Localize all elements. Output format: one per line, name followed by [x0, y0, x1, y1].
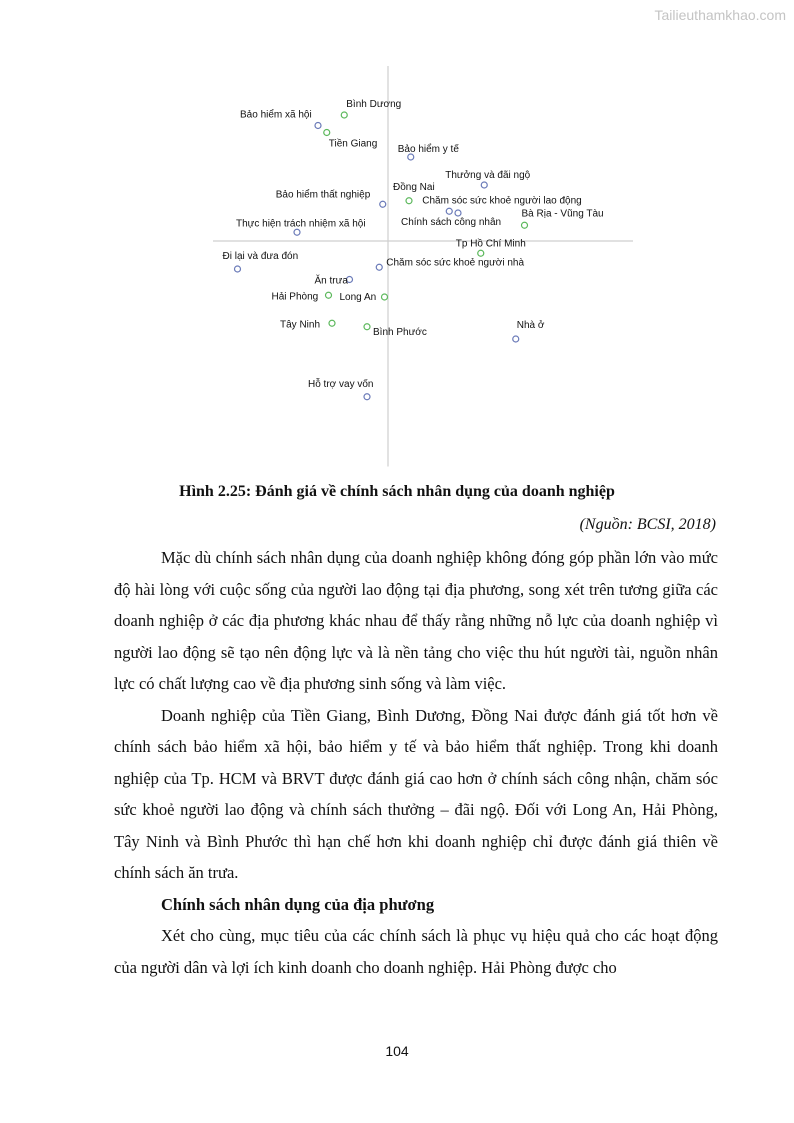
point-label: Thực hiện trách nhiệm xã hội — [236, 218, 366, 230]
point-label: Chính sách công nhân — [401, 217, 502, 228]
scatter-point — [478, 250, 484, 256]
paragraph: Xét cho cùng, mục tiêu của các chính sách là phục vụ hiệu quả cho các hoạt động của người dân và lợi ích kinh doanh cho doanh nghiệp. Hải Phòng được cho — [114, 926, 718, 977]
point-label: Tp Hồ Chí Minh — [455, 238, 526, 250]
point-label: Bình Phước — [373, 326, 427, 338]
scatter-point — [324, 130, 330, 136]
scatter-point — [364, 324, 370, 330]
figure-source: (Nguồn: BCSI, 2018) — [579, 516, 716, 533]
point-label: Đồng Nai — [393, 181, 435, 193]
point-label: Bình Dương — [346, 99, 402, 110]
scatter-point — [364, 394, 370, 400]
point-label: Ăn trưa — [314, 275, 348, 287]
scatter-point — [380, 201, 386, 207]
page-number: 104 — [385, 1043, 409, 1059]
scatter-point — [235, 266, 241, 272]
point-label: Bảo hiểm y tế — [397, 144, 459, 155]
scatter-point — [382, 294, 388, 300]
point-label: Hải Phòng — [271, 291, 319, 303]
figure-caption: Hình 2.25: Đánh giá về chính sách nhân dụng của doanh nghiệp — [179, 483, 615, 500]
body-text — [114, 542, 718, 983]
paragraph: Mặc dù chính sách nhân dụng của doanh nghiệp không đóng góp phần lớn vào mức độ hài lòng với cuộc sống của người lao động tại địa phương, song xét trên tương giữa các doanh nghiệp ở các địa phương khác nhau để thấy rằng những nỗ lực của doanh nghiệp vì người lao động sẽ tạo nên động lực và là nền tảng cho việc thu hút người tài, nguồn nhân lực có chất lượng cao về địa phương sinh sống và làm việc. — [114, 548, 718, 693]
scatter-point — [329, 320, 335, 326]
scatter-point — [341, 112, 347, 118]
point-label: Long An — [339, 292, 377, 303]
point-label: Tiền Giang — [328, 138, 378, 150]
point-label: Chăm sóc sức khoẻ người nhà — [386, 257, 525, 269]
scatter-point — [455, 210, 461, 216]
paragraph: Doanh nghiệp của Tiền Giang, Bình Dương, Đồng Nai được đánh giá tốt hơn về chính sách bảo hiểm xã hội, bảo hiểm y tế và bảo hiểm thất nghiệp. Trong khi doanh nghiệp của Tp. HCM và BRVT được đánh giá cao hơn ở chính sách công nhận, chăm sóc sức khoẻ người lao động và chính sách thưởng – đãi ngộ. Đối với Long An, Hải Phòng, Tây Ninh và Bình Phước thì hạn chế hơn khi doanh nghiệp chỉ được đánh giá thiên về chính sách ăn trưa. — [114, 705, 718, 882]
point-label: Đi lại và đưa đón — [222, 251, 299, 262]
scatter-point — [294, 229, 300, 235]
section-heading: Chính sách nhân dụng của địa phương — [161, 894, 435, 914]
point-label: Chăm sóc sức khoẻ người lao động — [422, 195, 582, 207]
scatter-point — [406, 198, 412, 204]
point-label: Tây Ninh — [280, 319, 321, 331]
point-label: Bà Rịa - Vũng Tàu — [521, 208, 604, 220]
point-label: Nhà ở — [516, 320, 545, 331]
scatter-point — [522, 222, 528, 228]
point-label: Hỗ trợ vay vốn — [308, 378, 374, 390]
scatter-point — [446, 208, 452, 214]
scatter-point — [513, 336, 519, 342]
biplot-chart — [0, 0, 794, 470]
point-label: Bảo hiểm xã hội — [240, 109, 312, 121]
point-label: Bảo hiểm thất nghiệp — [275, 189, 371, 201]
scatter-point — [376, 264, 382, 270]
scatter-point — [481, 182, 487, 188]
scatter-point — [315, 123, 321, 129]
watermark: Tailieuthamkhao.com — [654, 7, 786, 23]
point-label: Thưởng và đãi ngộ — [445, 170, 531, 181]
scatter-point — [326, 292, 332, 298]
